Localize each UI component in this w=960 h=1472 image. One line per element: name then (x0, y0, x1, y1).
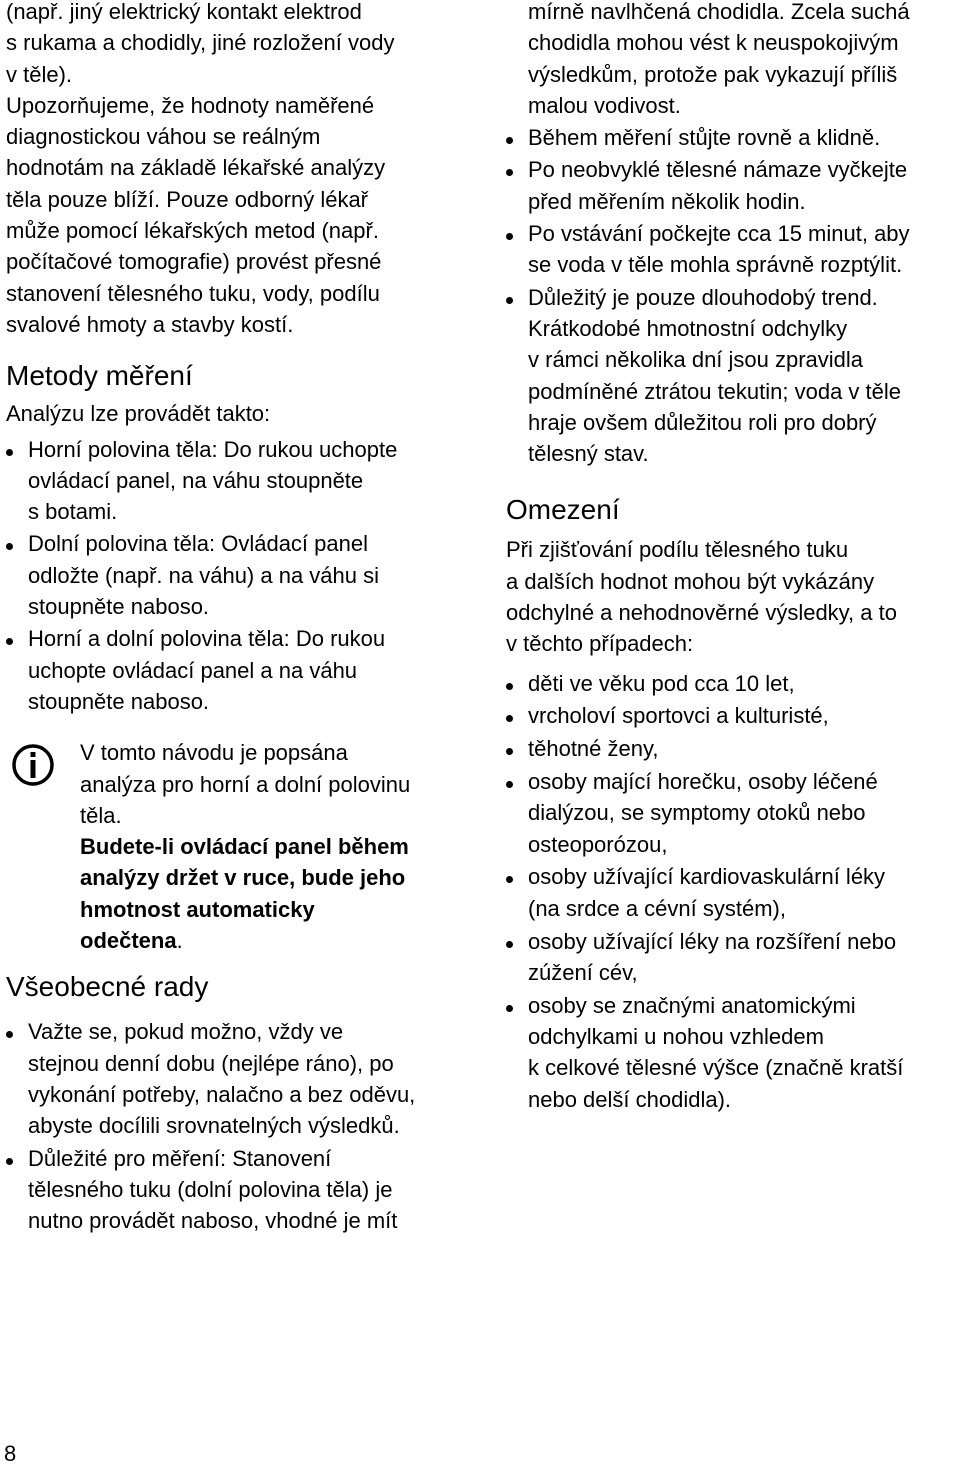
list-item: Po neobvyklé tělesné námaze vyčkejte před měřením několik hodin. (506, 154, 960, 217)
intro-line: stanovení tělesného tuku, vody, podílu (6, 280, 380, 306)
info-note (6, 737, 474, 956)
note-line: těla. (80, 802, 122, 828)
intro-line: může pomocí lékařských metod (např. (6, 218, 379, 244)
list-item: Dolní polovina těla: Ovládací panel odložte (např. na váhu) a na váhu si stoupněte naboso. (6, 528, 474, 622)
general-list (6, 1016, 474, 1236)
list-item: Důležitý je pouze dlouhodobý trend. Krátkodobé hmotnostní odchylky v rámci několika dní jsou zpravidla podmíněné ztrátou tekutin; voda v těle hraje ovšem důležitou roli pro dobrý tělesný stav. (506, 282, 960, 470)
list-item: děti ve věku pod cca 10 let, (506, 668, 960, 699)
list-item: Během měření stůjte rovně a klidně. (506, 122, 960, 153)
intro-paragraph (6, 0, 474, 340)
list-item: Horní a dolní polovina těla: Do rukou uchopte ovládací panel a na váhu stoupněte naboso. (6, 623, 474, 717)
methods-list (6, 434, 474, 718)
limits-list (506, 668, 960, 1115)
list-item: vrcholoví sportovci a kulturisté, (506, 700, 960, 731)
section-heading-metody-mereni: Metody měření (6, 360, 193, 392)
list-item: osoby užívající léky na rozšíření nebo zúžení cév, (506, 926, 960, 989)
note-line: V tomto návodu je popsána (80, 740, 348, 766)
list-item: Po vstávání počkejte cca 15 minut, aby se voda v těle mohla správně rozptýlit. (506, 218, 960, 281)
intro-line: Upozorňujeme, že hodnoty naměřené (6, 92, 375, 118)
list-item: osoby mající horečku, osoby léčené dialýzou, se symptomy otoků nebo osteoporózou, (506, 766, 960, 860)
list-item: Důležité pro měření: Stanovení tělesného tuku (dolní polovina těla) je nutno provádět naboso, vhodné je mít (6, 1143, 474, 1237)
note-tail: . (176, 928, 183, 954)
page-number: 8 (4, 1441, 17, 1466)
list-item: osoby se značnými anatomickými odchylkami u nohou vzhledem k celkové tělesné výšce (značně kratší nebo delší chodidla). (506, 990, 960, 1115)
note-bold-line: analýzy držet v ruce, bude jeho (80, 865, 406, 891)
intro-line: v těle). (6, 61, 73, 87)
list-item: těhotné ženy, (506, 733, 960, 764)
intro-line: hodnotám na základě lékařské analýzy (6, 155, 386, 181)
intro-line: s rukama a chodidly, jiné rozložení vody (6, 30, 395, 56)
info-icon (11, 743, 55, 787)
intro-line: (např. jiný elektrický kontakt elektrod (6, 0, 362, 24)
section-heading-omezeni: Omezení (506, 494, 620, 526)
note-line: analýza pro horní a dolní polovinu (80, 771, 411, 797)
note-bold-word: odečtena (80, 928, 177, 954)
left-column (6, 0, 474, 1237)
intro-line: těla pouze blíží. Pouze odborný lékař (6, 186, 369, 212)
right-column (506, 0, 960, 1116)
note-bold-line: Budete-li ovládací panel během (80, 834, 409, 860)
intro-line: diagnostickou váhou se reálným (6, 124, 321, 150)
list-item: Horní polovina těla: Do rukou uchopte ovládací panel, na váhu stoupněte s botami. (6, 434, 474, 528)
list-item: Važte se, pokud možno, vždy ve stejnou denní dobu (nejlépe ráno), po vykonání potřeby, nalačno a bez oděvu, abyste docílili srovnatelných výsledků. (6, 1016, 474, 1141)
note-bold-line: hmotnost automaticky (80, 896, 315, 922)
tips-list (506, 122, 960, 469)
intro-line: počítačové tomografie) provést přesné (6, 249, 382, 275)
section-heading-vseobecne-rady: Všeobecné rady (6, 971, 209, 1003)
methods-intro: Analýzu lze provádět takto: (6, 401, 271, 427)
list-item: osoby užívající kardiovaskulární léky (na srdce a cévní systém), (506, 861, 960, 924)
continuation-paragraph: mírně navlhčená chodidla. Zcela suchá chodidla mohou vést k neuspokojivým výsledkům, protože pak vykazují příliš malou vodivost. (528, 0, 910, 118)
intro-line: svalové hmoty a stavby kostí. (6, 311, 294, 337)
limits-intro: Při zjišťování podílu tělesného tuku a dalších hodnot mohou být vykázány odchylné a nehodnověrné výsledky, a to v těchto případech: (506, 537, 897, 657)
